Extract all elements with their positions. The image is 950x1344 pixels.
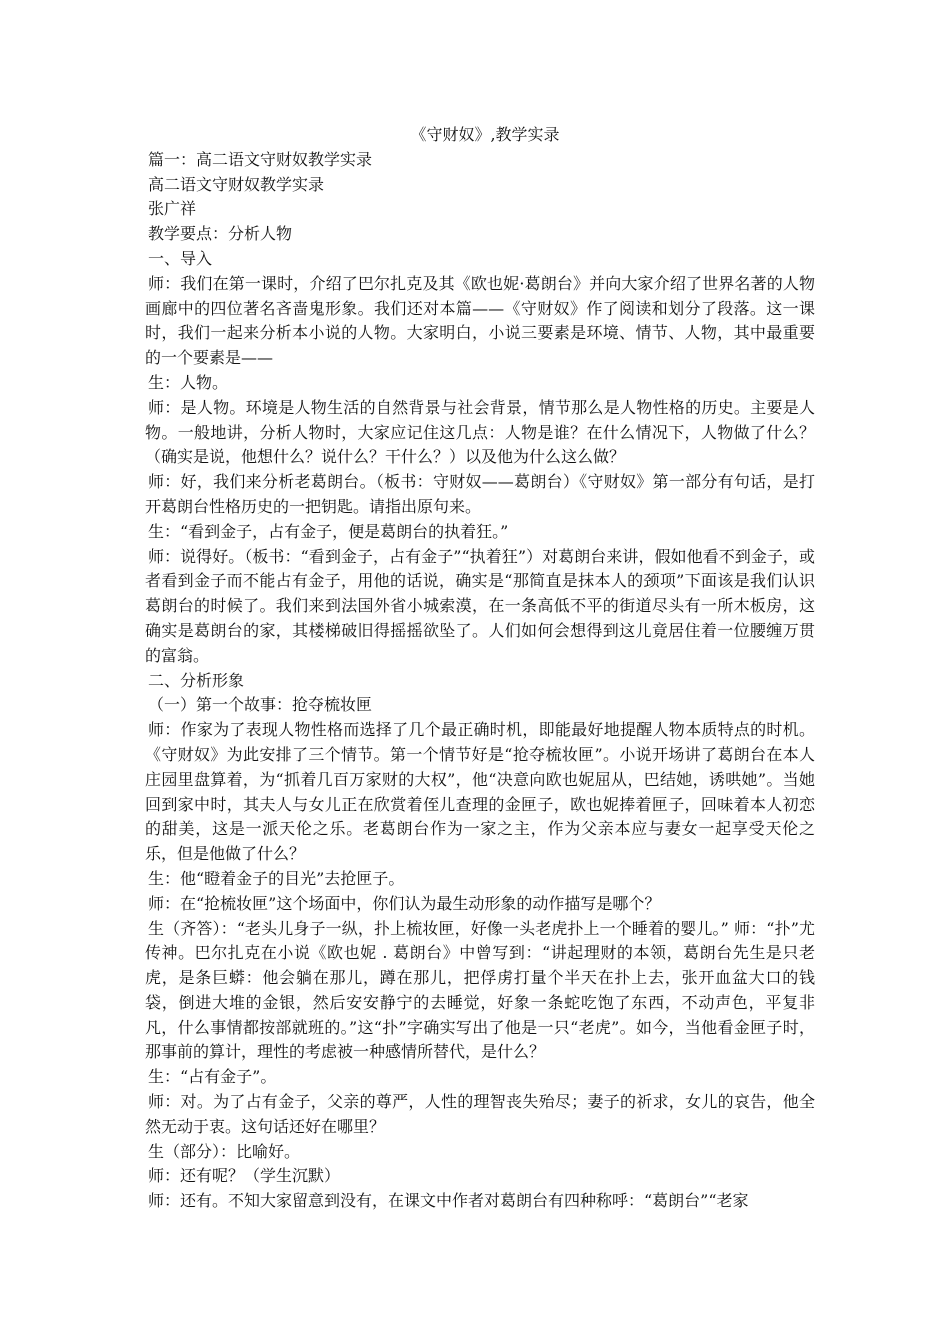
paragraph: 师：是人物。环境是人物生活的自然背景与社会背景，情节那么是人物性格的历史。主要是人物。一般地讲，分析人物时，大家应记住这几点：人物是谁？在什么情况下，人物做了什么？（确实是说，他想什么？说什么？干什么？）以及他为什么这么做？ — [145, 397, 815, 467]
teaching-points: 教学要点：分析人物 — [148, 224, 293, 244]
paragraph: 师：还有。不知大家留意到没有，在课文中作者对葛朗台有四种称呼：“葛朗台”“老家 — [148, 1191, 749, 1211]
paragraph: 生（部分）：比喻好。 — [148, 1141, 301, 1161]
paragraph: 师：对。为了占有金子，父亲的尊严，人性的理智丧失殆尽；妻子的祈求，女儿的哀告，他全然无动于衷。这句话还好在哪里？ — [145, 1092, 815, 1136]
author: 张广祥 — [148, 199, 197, 219]
section-heading: 篇一：高二语文守财奴教学实录 — [148, 149, 373, 169]
paragraph: 生：“占有金子”。 — [148, 1067, 277, 1087]
part-heading-analysis: 二、分析形象 — [148, 670, 245, 690]
paragraph: 师：说得好。（板书：“看到金子，占有金子”“执着狂”）对葛朗台来讲，假如他看不到金子，或者看到金子而不能占有金子，用他的话说，确实是“那简直是抹本人的颈项”下面该是我们认识葛朗台的时候了。我们来到法国外省小城索漠，在一条高低不平的街道尽头有一所木板房，这确实是葛朗台的家，其楼梯破旧得摇摇欲坠了。人们如何会想得到这儿竟居住着一位腰缠万贯的富翁。 — [145, 546, 815, 665]
paragraph: 师：作家为了表现人物性格而选择了几个最正确时机，即能最好地提醒人物本质特点的时机。《守财奴》为此安排了三个情节。第一个情节好是“抢夺梳妆匣”。小说开场讲了葛朗台在本人庄园里盘算着，为“抓着几百万家财的大权”，他“决意向欧也妮屈从，巴结她，诱哄她”。当她回到家中时，其夫人与女儿正在欣赏着侄儿查理的金匣子，欧也妮捧着匣子，回味着本人初恋的甜美，这是一派天伦之乐。老葛朗台作为一家之主，作为父亲本应与妻女一起享受天伦之乐，但是他做了什么？ — [145, 720, 815, 864]
document-page — [145, 123, 815, 1214]
story-heading: （一）第一个故事：抢夺梳妆匣 — [148, 695, 373, 715]
part-heading-intro: 一、导入 — [148, 248, 213, 268]
paragraph: 生：他“瞪着金子的目光”去抢匣子。 — [148, 868, 405, 888]
paragraph: 师：我们在第一课时，介绍了巴尔扎克及其《欧也妮·葛朗台》并向大家介绍了世界名著的人物画廊中的四位著名吝啬鬼形象。我们还对本篇——《守财奴》作了阅读和划分了段落。这一课时，我们一起来分析本小说的人物。大家明白，小说三要素是环境、情节、人物，其中最重要的一个要素是—— — [145, 273, 815, 368]
paragraph: 师：还有呢？（学生沉默） — [148, 1166, 341, 1186]
paragraph: 生：“看到金子，占有金子，便是葛朗台的执着狂。” — [148, 521, 509, 541]
paragraph: 生（齐答）：“老头儿身子一纵，扑上梳妆匣，好像一头老虎扑上一个睡着的婴儿。” 师：“扑”尤传神。巴尔扎克在小说《欧也妮 . 葛朗台》中曾写到：“讲起理财的本领，葛朗台先生是只老虎，是条巨蟒：他会躺在那儿，蹲在那儿，把俘虏打量个半天在扑上去，张开血盆大口的钱袋，倒进大堆的金银，然后安安静宁的去睡觉，好象一条蛇吃饱了东西，不动声色，平复非凡，什么事情都按部就班的。”这“扑”字确实写出了他是一只“老虎”。如今，当他看金匣子时，那事前的算计，理性的考虑被一种感情所替代，是什么？ — [145, 918, 815, 1062]
paragraph: 师：在“抢梳妆匣”这个场面中，你们认为最生动形象的动作描写是哪个？ — [148, 893, 661, 913]
paragraph: 生：人物。 — [148, 372, 229, 392]
paragraph: 师：好，我们来分析老葛朗台。（板书：守财奴——葛朗台）《守财奴》第一部分有句话，是打开葛朗台性格历史的一把钥匙。请指出原句来。 — [145, 472, 815, 516]
subtitle: 高二语文守财奴教学实录 — [148, 174, 325, 194]
document-title: 《守财奴》,教学实录 — [410, 125, 560, 144]
